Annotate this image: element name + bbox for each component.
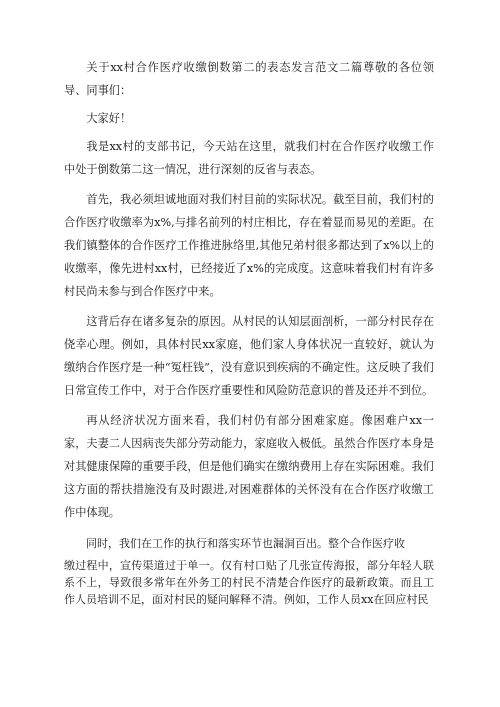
- paragraph-economic: 再从经济状况方面来看，我们村仍有部分困难家庭。像困难户xx一家，夫妻二人因病丧失部分劳动能力，家庭收入极低。虽然合作医疗本身是对其健康保障的重要手段，但是他们确实在缴纳费用上存在实际困难。我们这方面的帮扶措施没有及时跟进,对困难群体的关怀没有在合作医疗收缴工作中体现。: [64, 414, 434, 519]
- paragraph-execution: [64, 531, 434, 608]
- paragraph-execution-rest: 缴过程中，宣传渠道过于单一。仅有村口贴了几张宣传海报，部分年轻人联系不上，导致很多常年在外务工的村民不清楚合作医疗的最新政策。而且工作人员培训不足，面对村民的疑问解释不清。例如，工作人员xx在回应村民: [64, 559, 434, 606]
- paragraph-status: 首先，我必须坦诚地面对我们村目前的实际状况。截至目前，我们村的合作医疗收缴率为x%,与排名前列的村庄相比，存在着显而易见的差距。在我们镇整体的合作医疗工作推进脉络里,其他兄弟村很多都达到了x%以上的收缴率，像先进村xx村，已经接近了x%的完成度。这意味着我们村有许多村民尚未参与到合作医疗中来。: [64, 193, 434, 298]
- paragraph-intro: 我是xx村的支部书记，今天站在这里，就我们村在合作医疗收缴工作中处于倒数第二这一情况，进行深刻的反省与表态。: [64, 140, 434, 176]
- document-title-line: 关于xx村合作医疗收缴倒数第二的表态发言范文二篇尊敬的各位领导、同事们：: [64, 61, 434, 97]
- paragraph-awareness: 这背后存在诸多复杂的原因。从村民的认知层面剖析，一部分村民存在侥幸心理。例如，具体村民xx家庭，他们家人身体状况一直较好，就认为缴纳合作医疗是一种“冤枉钱”，没有意识到疾病的不确定性。这反映了我们日常宣传工作中，对于合作医疗重要性和风险防范意识的普及还并不到位。: [64, 315, 434, 397]
- paragraph-execution-first-line: 同时，我们在工作的执行和落实环节也漏洞百出。整个合作医疗收: [86, 537, 405, 550]
- greeting: 大家好！: [86, 112, 132, 125]
